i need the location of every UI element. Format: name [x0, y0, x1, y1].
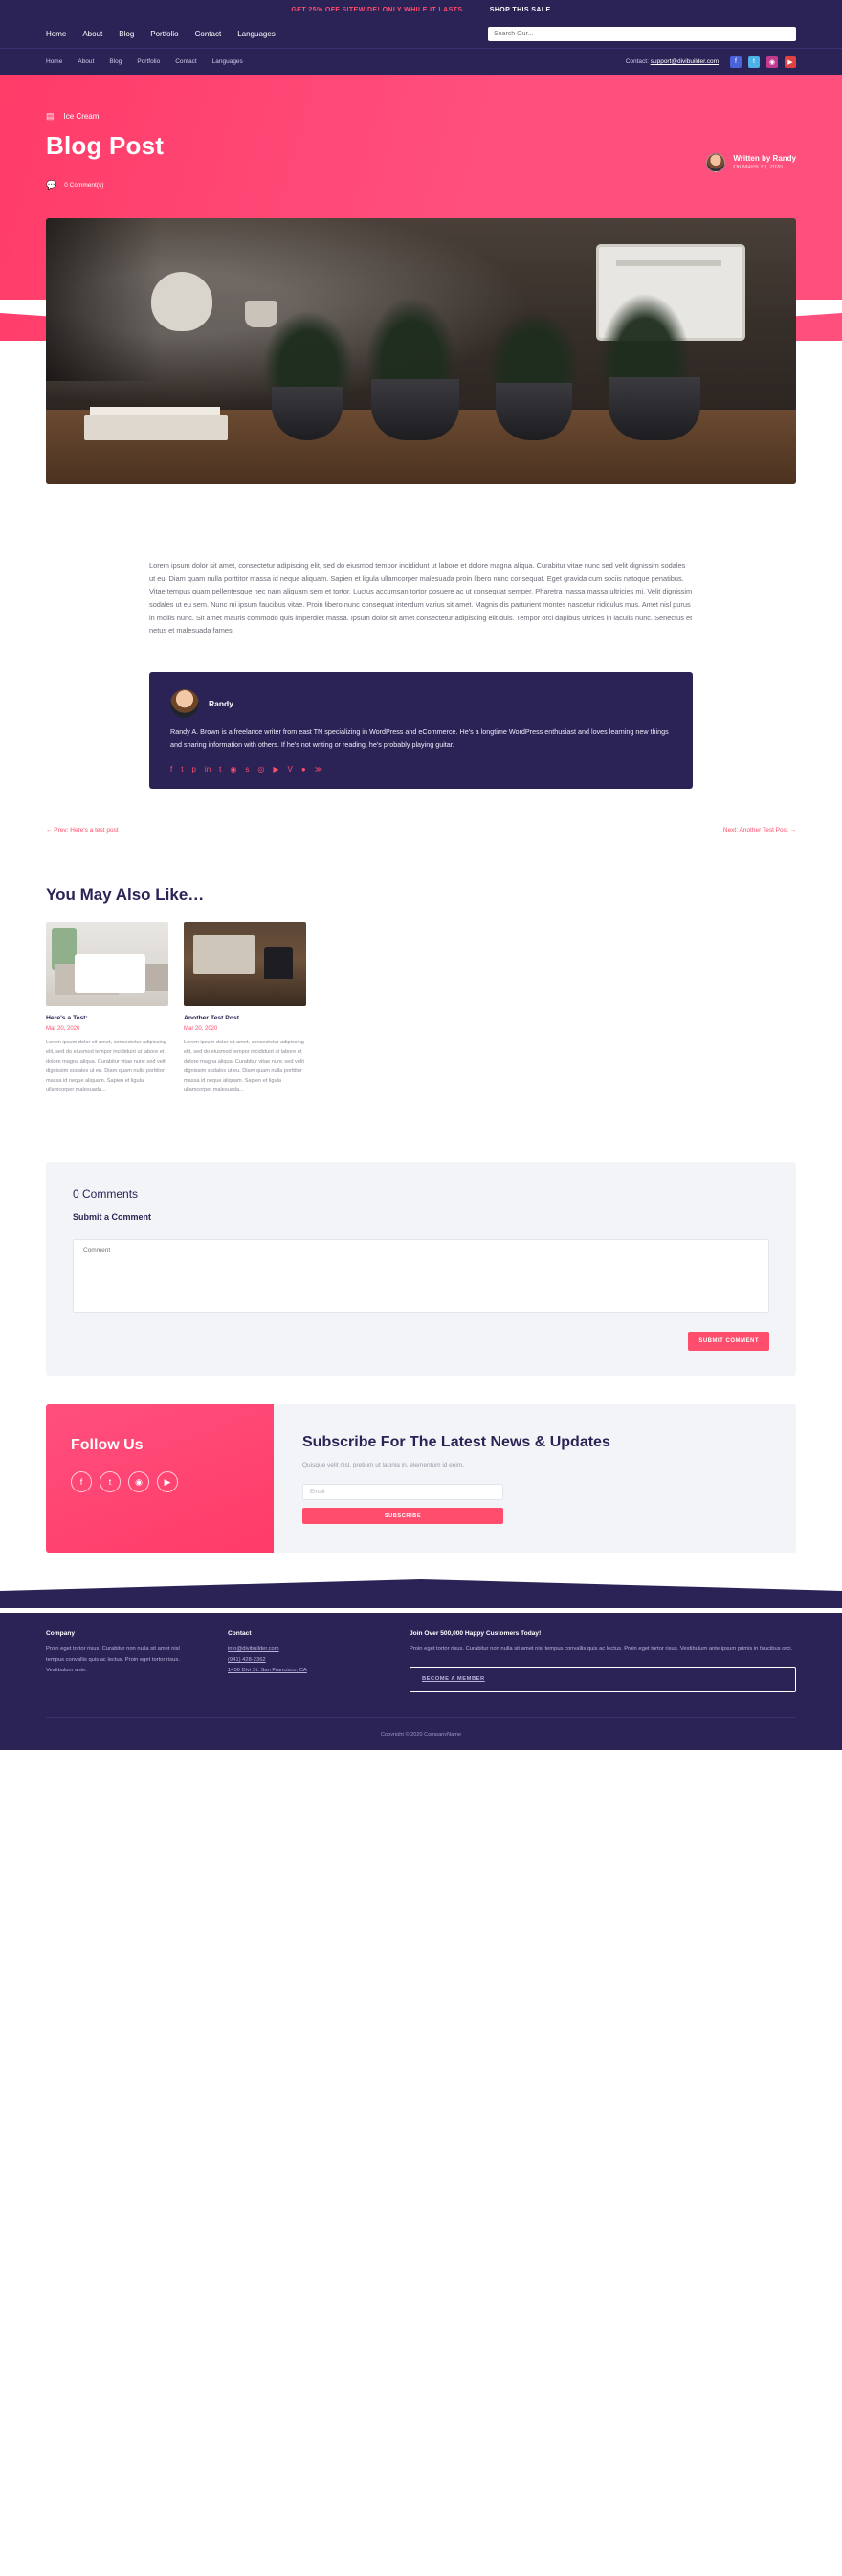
- nav-item-portfolio[interactable]: Portfolio: [150, 29, 179, 38]
- subnav-item-home[interactable]: Home: [46, 58, 63, 65]
- promo-bar: [0, 0, 842, 19]
- card-title[interactable]: Here's a Test:: [46, 1014, 88, 1021]
- pot-shape-2: [371, 379, 459, 440]
- author-card-head: [170, 689, 672, 718]
- promo-shop-link[interactable]: SHOP THIS SALE: [489, 6, 551, 13]
- comments-section: [46, 1162, 796, 1376]
- footer-company-heading: Company: [46, 1630, 76, 1638]
- next-post-link[interactable]: Next: Another Test Post →: [722, 826, 796, 834]
- vase-shape: [151, 272, 212, 331]
- facebook-icon[interactable]: f: [730, 56, 742, 68]
- secondary-nav-list: [46, 58, 243, 65]
- instagram-icon[interactable]: ◉: [128, 1471, 149, 1492]
- linkedin-icon[interactable]: in: [204, 764, 211, 773]
- facebook-icon[interactable]: f: [170, 764, 173, 773]
- social-links-top: [730, 56, 796, 68]
- youtube-icon[interactable]: ▶: [273, 764, 279, 773]
- related-posts: [46, 885, 796, 1095]
- secondary-navigation: [0, 48, 842, 75]
- youtube-icon[interactable]: ▶: [157, 1471, 178, 1492]
- follow-us-column: [46, 1404, 274, 1553]
- card-date: Mar 20, 2020: [184, 1025, 218, 1032]
- subscribe-subtext: Quisque velit nisl, pretium ut lacinia in, elementum id enim.: [302, 1462, 465, 1469]
- page-title: Blog Post: [46, 131, 165, 160]
- card-excerpt: Lorem ipsum dolor sit amet, consectetur adipiscing elit, sed do eiusmod tempor incididunt ut labore et dolore magna aliqua. Curabitur vitae nunc sed velit dignissim sodales ut eu. Diam quam nulla porttitor massa id neque aliquam. Sapien et ligula ullamcorper malesuada...: [184, 1039, 304, 1094]
- nav-item-blog[interactable]: Blog: [119, 29, 135, 38]
- become-a-member-button[interactable]: BECOME A MEMBER: [410, 1667, 796, 1692]
- related-cards: [46, 922, 796, 1095]
- author-byline: [733, 154, 796, 163]
- footer-cta-heading: Join Over 500,000 Happy Customers Today!: [410, 1630, 542, 1638]
- breadcrumb-category[interactable]: Ice Cream: [63, 112, 100, 121]
- author-card-name: Randy: [209, 699, 233, 709]
- post-pager: [46, 827, 796, 834]
- instagram-icon[interactable]: ◉: [230, 764, 237, 773]
- prev-post-link[interactable]: ← Prev: Here's a test post: [46, 826, 119, 834]
- list-item[interactable]: [184, 922, 306, 1095]
- email-placeholder: Email: [310, 1489, 325, 1496]
- nav-item-languages[interactable]: Languages: [237, 29, 276, 38]
- footer-columns: [46, 1630, 796, 1692]
- promo-text: GET 25% OFF SITEWIDE! ONLY WHILE IT LASTS.: [291, 6, 465, 13]
- subnav-item-blog[interactable]: Blog: [109, 58, 122, 65]
- plant-shape-1: [262, 310, 354, 392]
- contact-label: [626, 58, 719, 65]
- footer-contact-column: [228, 1630, 381, 1692]
- plant-shape-2: [366, 297, 457, 392]
- nav-item-home[interactable]: Home: [46, 29, 67, 38]
- pot-shape-4: [609, 377, 700, 440]
- vimeo-icon[interactable]: V: [287, 764, 293, 773]
- author-card-bio: Randy A. Brown is a freelance writer from east TN specializing in WordPress and eCommerce. He's a longtime WordPress enthusiast and loves learning new things and sharing information with others. If he's not writing or reading, he's probably playing guitar.: [170, 728, 669, 750]
- footer: [0, 1613, 842, 1750]
- contact-label-text: Contact:: [625, 58, 649, 65]
- nav-item-about[interactable]: About: [82, 29, 103, 38]
- search-input[interactable]: [494, 31, 790, 37]
- comment-count-text: 0 Comment(s): [64, 182, 104, 189]
- follow-social-icons: [71, 1471, 249, 1492]
- subscribe-button[interactable]: SUBSCRIBE: [302, 1508, 503, 1524]
- instagram-icon[interactable]: ◉: [766, 56, 778, 68]
- post-date: On March 20, 2020: [733, 165, 783, 170]
- subnav-item-contact[interactable]: Contact: [175, 58, 197, 65]
- email-field[interactable]: [302, 1484, 503, 1500]
- hero-comment-count: [46, 180, 164, 190]
- footer-copyright: Copyright © 2020 CompanyName: [46, 1717, 796, 1750]
- card-title[interactable]: Another Test Post: [184, 1014, 240, 1021]
- post-thumbnail[interactable]: [46, 922, 168, 1006]
- skype-icon[interactable]: s: [245, 764, 250, 773]
- footer-company-column: [46, 1630, 199, 1692]
- submit-comment-row: [73, 1332, 769, 1351]
- footer-cta-column: [410, 1630, 796, 1692]
- pinterest-icon[interactable]: p: [191, 764, 196, 773]
- image-shadow-left: [46, 218, 161, 381]
- related-heading: You May Also Like…: [46, 885, 205, 904]
- subscribe-section: [46, 1404, 796, 1553]
- footer-contact-heading: Contact: [228, 1630, 252, 1638]
- comments-count-title: 0 Comments: [73, 1187, 139, 1201]
- comment-input[interactable]: [73, 1239, 769, 1313]
- footer-email-link[interactable]: info@divibuilder.com: [228, 1646, 279, 1653]
- card-excerpt: Lorem ipsum dolor sit amet, consectetur adipiscing elit, sed do eiusmod tempor incididunt ut labore et dolore magna aliqua. Curabitur vitae nunc sed velit dignissim sodales ut eu. Diam quam nulla porttitor massa id neque aliquam. Sapien et ligula ullamcorper malesuada...: [46, 1039, 166, 1094]
- hero-inner: [46, 111, 796, 190]
- primary-nav-list: [46, 30, 276, 38]
- avatar: [706, 153, 725, 172]
- author-byline-prefix: Written by: [733, 154, 771, 163]
- post-content: [0, 559, 842, 1553]
- plant-shape-3: [488, 310, 580, 392]
- featured-image: [46, 218, 796, 484]
- author-avatar: [170, 689, 199, 718]
- dribbble-icon[interactable]: ◎: [257, 764, 265, 773]
- footer-divider-shape: [0, 1579, 842, 1608]
- facebook-icon[interactable]: f: [71, 1471, 92, 1492]
- featured-image-wrap: [0, 218, 842, 484]
- breadcrumb: [46, 111, 164, 122]
- subnav-item-languages[interactable]: Languages: [211, 58, 243, 65]
- footer-company-text: Proin eget tortor risus. Curabitur non nulla sit amet nisl tempus convallis quis ac lectus. Proin eget tortor risus. Vestibulum ante.: [46, 1646, 180, 1674]
- post-thumbnail[interactable]: [184, 922, 306, 1006]
- grid-icon: ▤: [46, 111, 55, 121]
- hero-author-meta: [706, 134, 796, 190]
- card-date: Mar 20, 2020: [46, 1025, 80, 1032]
- rss-icon[interactable]: ≫: [314, 764, 323, 773]
- submit-comment-button[interactable]: SUBMIT COMMENT: [688, 1332, 769, 1351]
- post-body-text: Lorem ipsum dolor sit amet, consectetur adipiscing elit, sed do eiusmod tempor incididunt ut labore et dolore magna aliqua. Curabitur vitae nunc sed velit dignissim sodales ut eu. Diam quam nulla porttitor massa id neque aliquam. Sapien et ligula ullamcorper malesuada proin libero nunc consequat. Eget gravida cum sociis natoque penatibus. Vitae tempus quam pellentesque nec nam aliquam sem et tortor. Luctus accumsan tortor posuere ac ut consequat semper. Pharetra massa massa ultricies mi. Velit dignissim sodales ut eu sem. Nunc mi ipsum faucibus vitae. Proin libero nunc consequat interdum varius sit amet. Magnis dis parturient montes nascetur ridiculus mus. Amet nisl purus in mollis nunc. Sit amet mauris commodo quis imperdiet massa. Ipsum dolor sit amet consectetur adipiscing elit duis. Tempor orci dapibus ultrices in iaculis nunc. Senectus et netus et malesuada fames.: [149, 561, 693, 636]
- follow-us-heading: Follow Us: [71, 1437, 144, 1454]
- twitter-icon[interactable]: t: [100, 1471, 121, 1492]
- subnav-item-portfolio[interactable]: Portfolio: [137, 58, 161, 65]
- footer-cta-text: Proin eget tortor risus. Curabitur non nulla sit amet nisl tempus convallis quis ac lectus. Proin eget tortor risus. Vestibulum ante ipsum primis in faucibus orci.: [410, 1646, 793, 1653]
- twitter-icon[interactable]: t: [748, 56, 760, 68]
- search-box[interactable]: [488, 27, 796, 41]
- twitter-icon[interactable]: t: [181, 764, 184, 773]
- contact-email-link[interactable]: support@divibuilder.com: [650, 58, 719, 65]
- footer-address-link[interactable]: 1456 Divi St. San Francisco, CA: [228, 1668, 307, 1674]
- flickr-icon[interactable]: ●: [300, 764, 306, 773]
- tumblr-icon[interactable]: t: [219, 764, 222, 773]
- youtube-icon[interactable]: ▶: [785, 56, 796, 68]
- footer-phone-link[interactable]: (941) 428-2362: [228, 1657, 266, 1664]
- nav-item-contact[interactable]: Contact: [194, 29, 222, 38]
- primary-navigation: [0, 19, 842, 48]
- books-shape: [84, 415, 228, 440]
- list-item[interactable]: [46, 922, 168, 1095]
- subnav-item-about[interactable]: About: [78, 58, 95, 65]
- subscribe-heading: Subscribe For The Latest News & Updates: [302, 1434, 610, 1451]
- author-meta-text: [733, 154, 796, 170]
- author-byline-name[interactable]: Randy: [772, 154, 796, 163]
- comment-bubble-icon: 💬: [46, 180, 57, 190]
- subscribe-column: [274, 1404, 796, 1553]
- submit-comment-title: Submit a Comment: [73, 1212, 152, 1222]
- hero-left: [46, 111, 164, 190]
- author-social-links: [170, 765, 672, 773]
- author-card: [149, 672, 693, 789]
- contact-and-social: [626, 56, 796, 68]
